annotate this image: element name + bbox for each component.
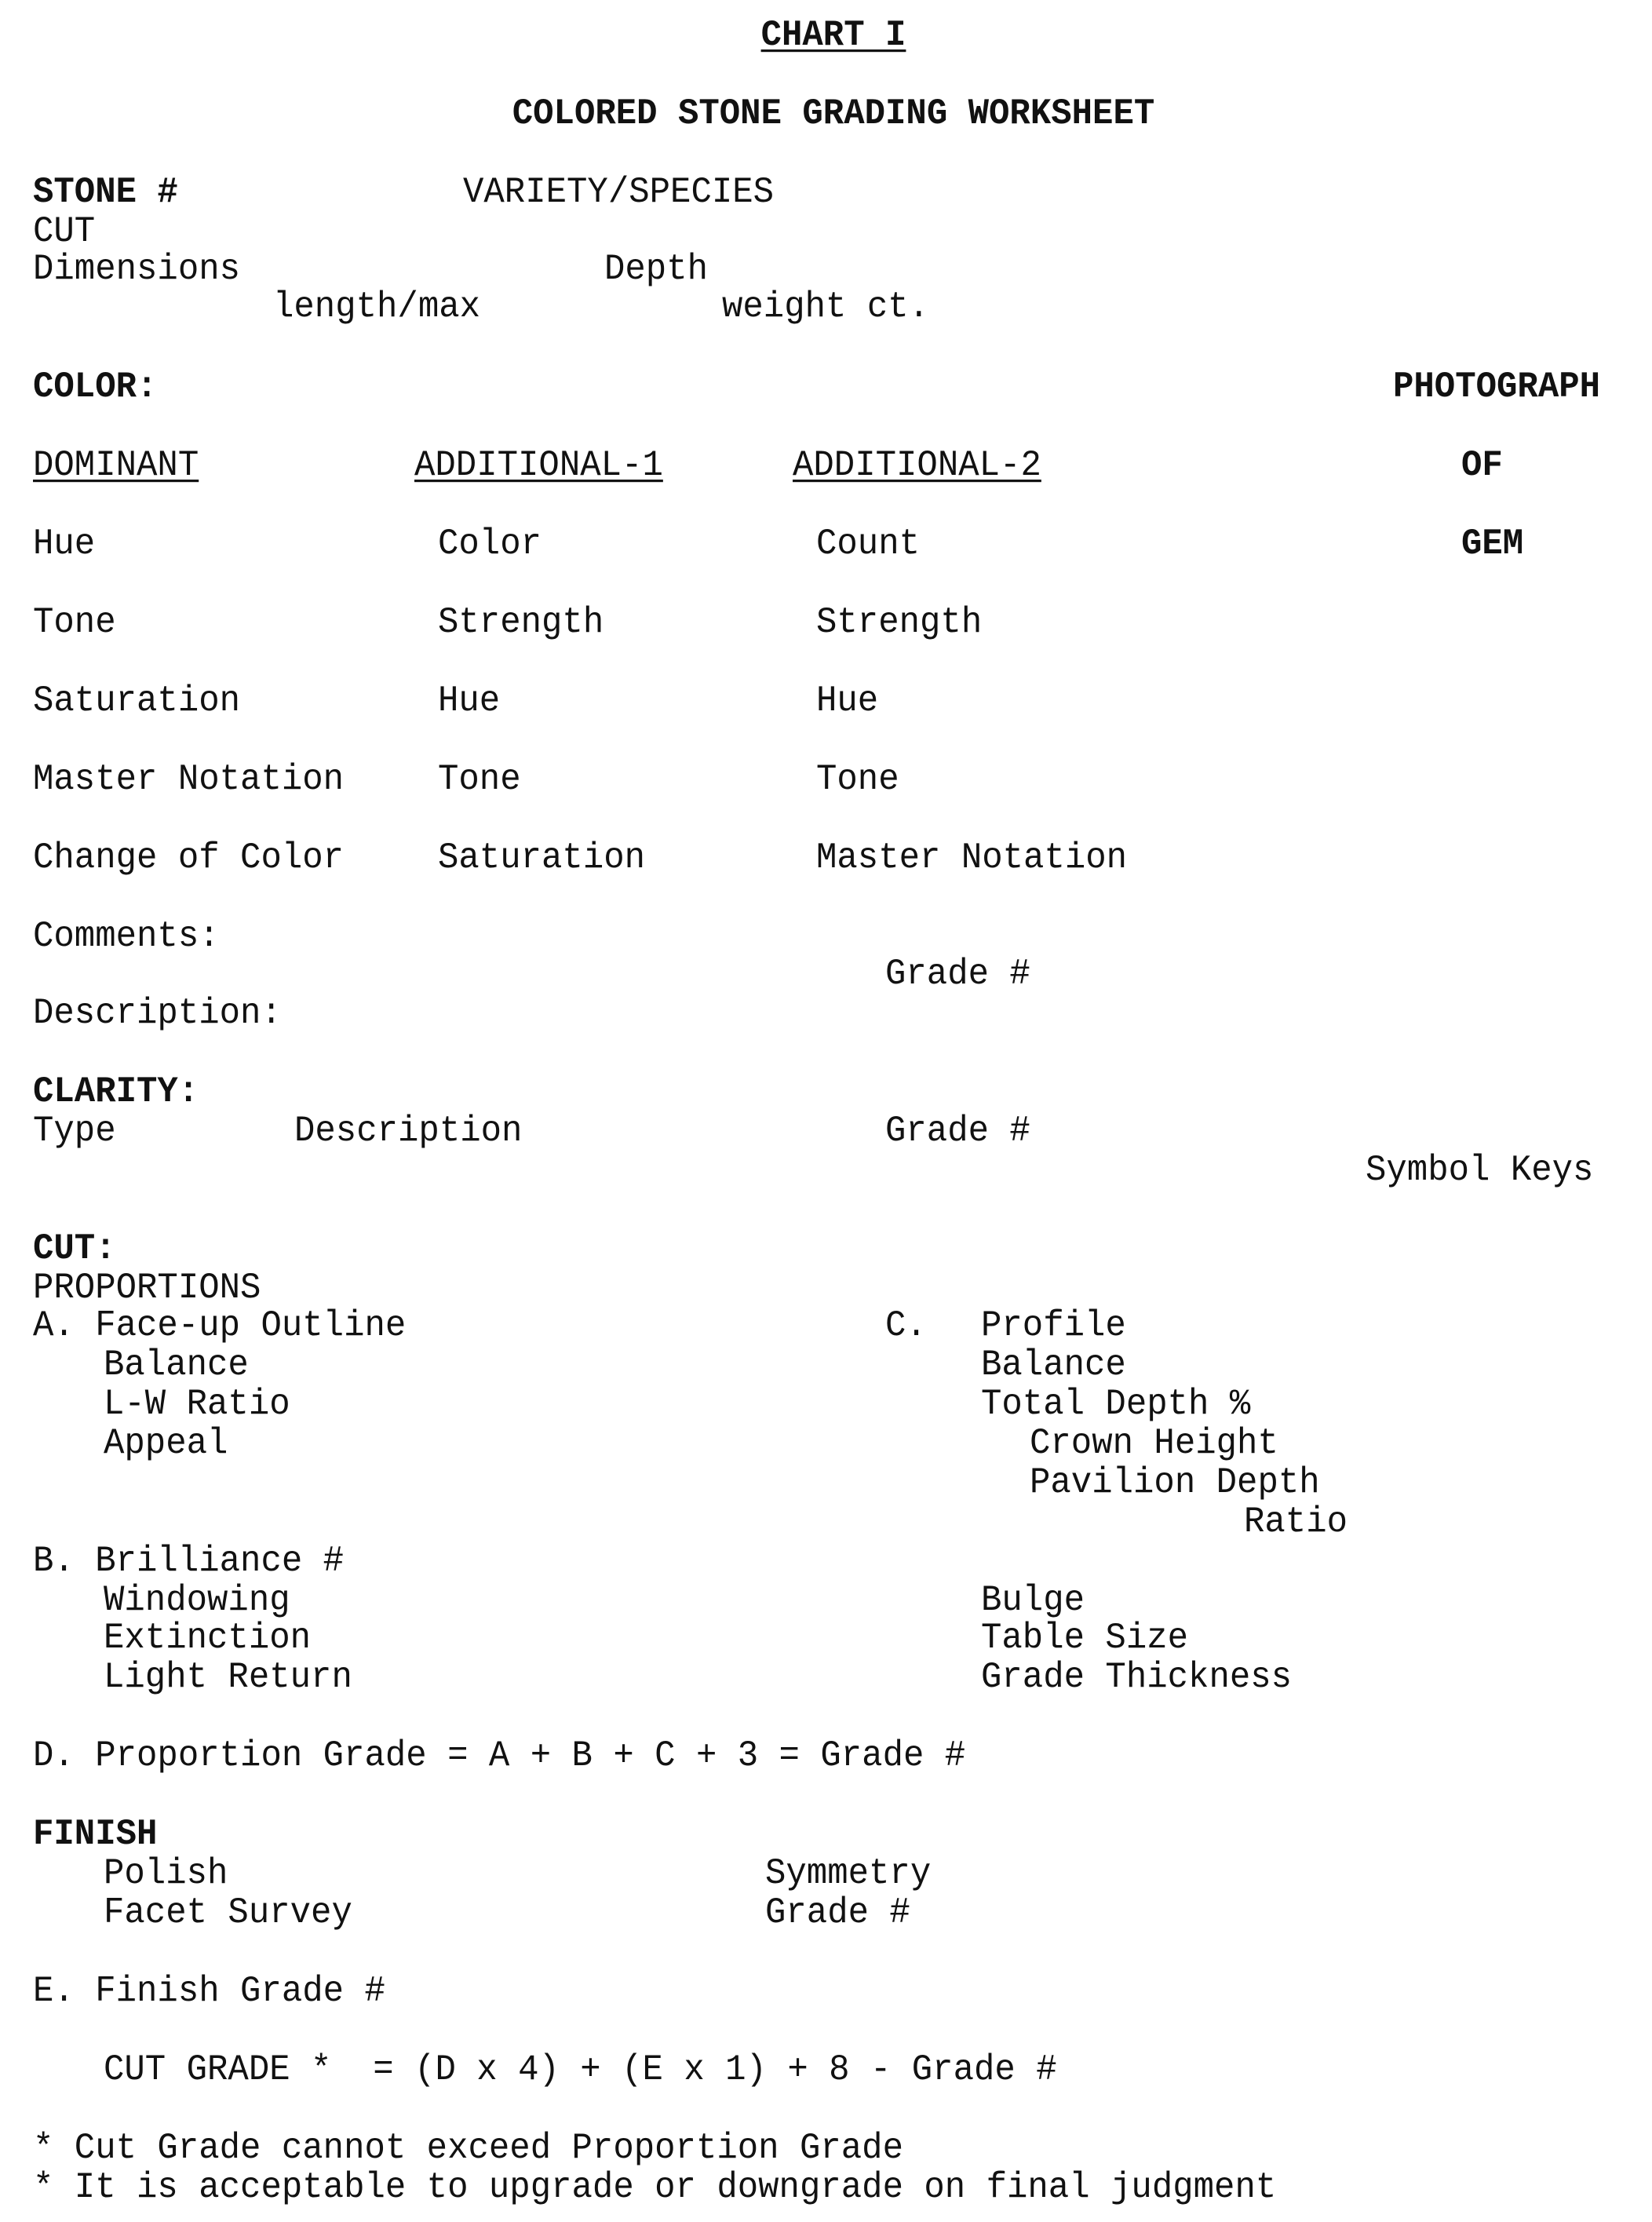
proportion-grade-formula: D. Proportion Grade = A + B + C + 3 = Grade #: [33, 1735, 966, 1777]
additional-1-item: Tone: [438, 758, 521, 801]
clarity-description-label: Description: [294, 1110, 523, 1152]
dimensions-label: Dimensions: [33, 248, 241, 290]
footnote: * Cut Grade cannot exceed Proportion Grade: [33, 2127, 903, 2169]
cut-grade-formula: CUT GRADE * = (D x 4) + (E x 1) + 8 - Grade #: [104, 2049, 1057, 2091]
face-up-item: Appeal: [104, 1422, 228, 1465]
additional-2-item: Strength: [816, 601, 983, 644]
profile-subitem: Pavilion Depth: [1030, 1461, 1320, 1504]
depth-label: Depth: [604, 248, 709, 290]
stone-number-label: STONE #: [33, 171, 178, 213]
variety-species-label: VARIETY/SPECIES: [463, 171, 775, 213]
photo-label-line-1: PHOTOGRAPH: [1393, 366, 1601, 408]
profile-more-item: Grade Thickness: [981, 1656, 1293, 1698]
additional-2-item: Master Notation: [816, 837, 1128, 879]
polish-label: Polish: [104, 1852, 228, 1895]
dominant-item: Saturation: [33, 680, 241, 722]
symmetry-label: Symmetry: [765, 1852, 932, 1895]
comments-label: Comments:: [33, 915, 220, 958]
additional-1-heading: ADDITIONAL-1: [414, 444, 663, 487]
additional-2-item: Hue: [816, 680, 879, 722]
profile-more-item: Bulge: [981, 1579, 1085, 1622]
face-up-item: Balance: [104, 1344, 249, 1386]
additional-1-item: Saturation: [438, 837, 646, 879]
color-grade-label: Grade #: [885, 953, 1030, 995]
profile-subitem: Crown Height: [1030, 1422, 1278, 1465]
additional-2-item: Count: [816, 523, 921, 565]
profile-item: Total Depth %: [981, 1383, 1251, 1425]
profile-letter: C.: [885, 1304, 927, 1347]
additional-1-item: Hue: [438, 680, 501, 722]
ratio-label: Ratio: [1244, 1501, 1348, 1543]
dominant-item: Master Notation: [33, 758, 345, 801]
proportions-label: PROPORTIONS: [33, 1267, 261, 1309]
dominant-item: Change of Color: [33, 837, 345, 879]
brilliance-label: B. Brilliance #: [33, 1540, 345, 1582]
dominant-heading: DOMINANT: [33, 444, 199, 487]
photo-label-line-2: OF: [1461, 444, 1503, 487]
finish-grade-line: E. Finish Grade #: [33, 1970, 385, 2012]
additional-2-item: Tone: [816, 758, 899, 801]
finish-heading: FINISH: [33, 1813, 158, 1855]
profile-label: Profile: [981, 1304, 1126, 1347]
additional-1-item: Strength: [438, 601, 604, 644]
chart-title: CHART I: [760, 14, 906, 57]
worksheet-title: COLORED STONE GRADING WORKSHEET: [512, 93, 1155, 135]
color-description-label: Description:: [33, 992, 282, 1034]
brilliance-item: Windowing: [104, 1579, 290, 1622]
color-heading: COLOR:: [33, 366, 158, 408]
clarity-type-label: Type: [33, 1110, 116, 1152]
face-up-item: L-W Ratio: [104, 1383, 290, 1425]
clarity-heading: CLARITY:: [33, 1071, 199, 1113]
cut-label: CUT: [33, 210, 96, 253]
additional-1-item: Color: [438, 523, 542, 565]
face-up-outline-label: A. Face-up Outline: [33, 1304, 407, 1347]
facet-survey-label: Facet Survey: [104, 1892, 352, 1934]
brilliance-item: Extinction: [104, 1617, 312, 1659]
profile-item: Balance: [981, 1344, 1126, 1386]
weight-label: weight ct.: [722, 286, 930, 328]
profile-more-item: Table Size: [981, 1617, 1189, 1659]
length-max-label: length/max: [273, 286, 481, 328]
additional-2-heading: ADDITIONAL-2: [793, 444, 1041, 487]
dominant-item: Tone: [33, 601, 116, 644]
symbol-keys-label: Symbol Keys: [1366, 1149, 1594, 1191]
clarity-grade-label: Grade #: [885, 1110, 1030, 1152]
dominant-item: Hue: [33, 523, 96, 565]
finish-grade-label: Grade #: [765, 1892, 910, 1934]
photo-label-line-3: GEM: [1461, 523, 1524, 565]
footnote: * It is acceptable to upgrade or downgrade on final judgment: [33, 2166, 1277, 2209]
cut-heading: CUT:: [33, 1228, 116, 1270]
brilliance-item: Light Return: [104, 1656, 352, 1698]
